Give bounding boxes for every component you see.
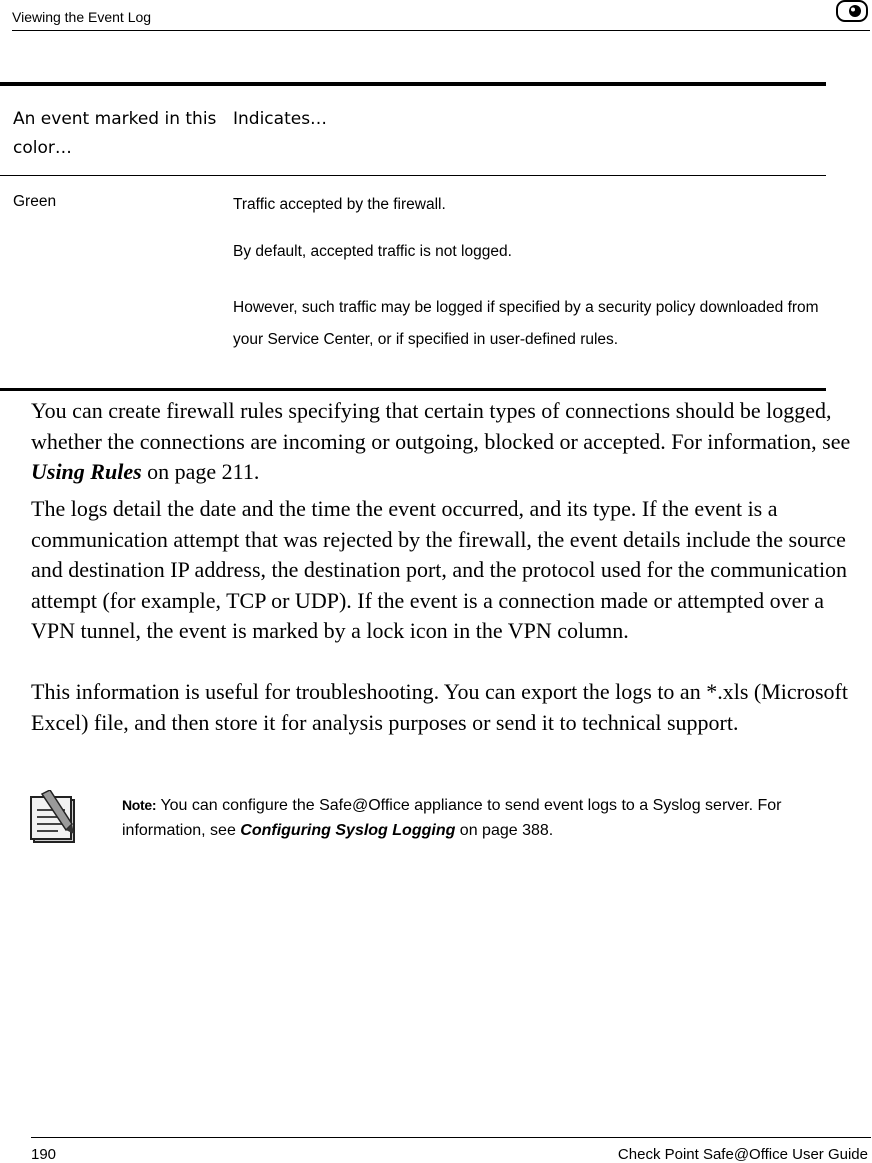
header-rule bbox=[12, 30, 870, 31]
note-body: You can configure the Safe@Office appliance to send event logs to a Syslog server. For information, see bbox=[122, 797, 782, 839]
table-bottom-border bbox=[0, 388, 826, 391]
table-cell-line-1: Traffic accepted by the firewall. bbox=[233, 196, 446, 213]
table-header-indicates: Indicates… bbox=[233, 109, 328, 129]
paragraph-text: on page 211. bbox=[141, 459, 260, 484]
xref-syslog-logging[interactable]: Configuring Syslog Logging bbox=[240, 822, 456, 839]
footer-doc-title: Check Point Safe@Office User Guide bbox=[617, 1146, 868, 1163]
note-text bbox=[122, 793, 822, 843]
table-top-border bbox=[0, 82, 826, 86]
note-label: Note: bbox=[122, 797, 157, 813]
notepad-pencil-icon bbox=[28, 790, 82, 848]
table-cell-line-2: By default, accepted traffic is not logged. bbox=[233, 243, 512, 260]
footer-rule bbox=[31, 1137, 871, 1138]
note-body-end: on page 388. bbox=[455, 822, 554, 839]
running-header-title: Viewing the Event Log bbox=[12, 9, 152, 25]
paragraph-firewall-rules bbox=[31, 396, 871, 488]
table-cell-line-3: However, such traffic may be logged if specified by a security policy downloaded from your Service Center, or if specified in user-defined rules. bbox=[233, 299, 819, 348]
table-cell-color: Green bbox=[13, 193, 57, 210]
table-header-color: An event marked in this color… bbox=[13, 109, 217, 158]
logo-icon bbox=[836, 0, 868, 22]
paragraph-export: This information is useful for troubleshooting. You can export the logs to an *.xls (Microsoft Excel) file, and then store it for analysis purposes or send it to technical support. bbox=[31, 679, 848, 735]
paragraph-text: You can create firewall rules specifying that certain types of connections should be logged, whether the connections are incoming or outgoing, blocked or accepted. For information, see bbox=[31, 398, 851, 454]
paragraph-log-details: The logs detail the date and the time the event occurred, and its type. If the event is a communication attempt that was rejected by the firewall, the event details include the source and destination IP address, the destination port, and the protocol used for the communication attempt (for example, TCP or UDP). If the event is a connection made or attempted over a VPN tunnel, the event is marked by a lock icon in the VPN column. bbox=[31, 496, 848, 643]
xref-using-rules[interactable]: Using Rules bbox=[31, 459, 142, 484]
table-header-divider bbox=[0, 175, 826, 176]
page-number: 190 bbox=[31, 1146, 57, 1163]
